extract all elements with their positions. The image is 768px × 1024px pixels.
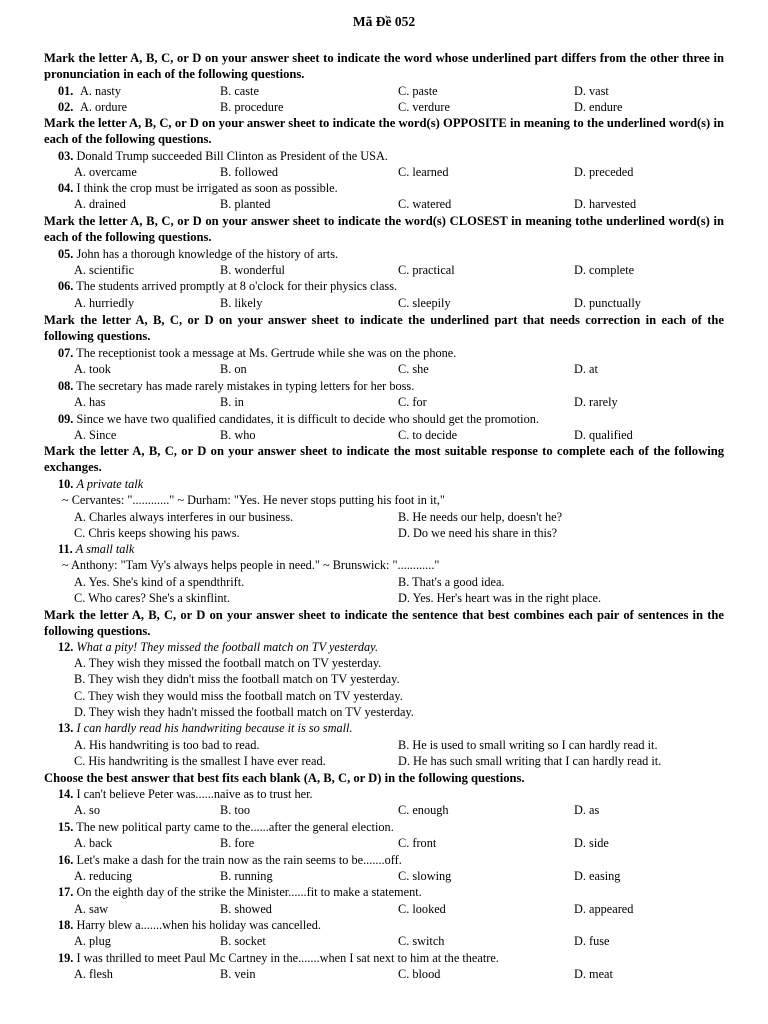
q04-option-d[interactable]: D. harvested xyxy=(574,197,637,211)
q09-number: 09. xyxy=(58,412,74,426)
q08-option-c[interactable]: C. for xyxy=(398,395,427,409)
q09-stem xyxy=(58,411,539,427)
section-4-instruction: Mark the letter A, B, C, or D on your answer sheet to indicate the underlined part that needs correction in each of the following questions. xyxy=(44,313,724,343)
q07-option-d[interactable]: D. at xyxy=(574,362,598,376)
q17-stem xyxy=(58,884,422,900)
q18-option-c[interactable]: C. switch xyxy=(398,934,445,948)
q14-text: I can't believe Peter was......naive as to trust her. xyxy=(76,787,313,801)
q15-options xyxy=(74,835,734,851)
q19-stem xyxy=(58,950,499,966)
q04-option-b[interactable]: B. planted xyxy=(220,197,271,211)
q07-option-a[interactable]: A. took xyxy=(74,362,111,376)
q06-stem xyxy=(58,278,397,294)
q06-option-a[interactable]: A. hurriedly xyxy=(74,296,135,310)
q09-option-c[interactable]: C. to decide xyxy=(398,428,458,442)
q19-number: 19. xyxy=(58,951,74,965)
q06-option-c[interactable]: C. sleepily xyxy=(398,296,451,310)
q15-stem xyxy=(58,819,394,835)
q05-options xyxy=(74,262,734,278)
exam-code-title: Mã Đề 052 xyxy=(352,14,416,29)
section-6-instruction: Mark the letter A, B, C, or D on your answer sheet to indicate the sentence that best combines each pair of sentences in the following questions. xyxy=(44,608,724,638)
q11-option-c[interactable]: C. Who cares? She's a skinflint. xyxy=(74,591,231,605)
q09-option-b[interactable]: B. who xyxy=(220,428,256,442)
q05-option-a[interactable]: A. scientific xyxy=(74,263,135,277)
q11-options-row2 xyxy=(74,590,734,606)
q11-number: 11. xyxy=(58,542,73,556)
q16-text: Let's make a dash for the train now as the rain seems to be.......off. xyxy=(76,853,402,867)
q17-option-c[interactable]: C. looked xyxy=(398,902,446,916)
q16-option-b[interactable]: B. running xyxy=(220,869,273,883)
q17-option-b[interactable]: B. showed xyxy=(220,902,272,916)
q18-option-a[interactable]: A. plug xyxy=(74,934,111,948)
q06-text: The students arrived promptly at 8 o'clock for their physics class. xyxy=(76,279,398,293)
q10-option-b[interactable]: B. He needs our help, doesn't he? xyxy=(398,510,563,524)
q12-option-c[interactable]: C. They wish they would miss the football match on TV yesterday. xyxy=(74,689,403,703)
q17-number: 17. xyxy=(58,885,74,899)
q16-number: 16. xyxy=(58,853,74,867)
q01-option-d[interactable]: D. vast xyxy=(574,84,609,98)
q10-dialogue: ~ Cervantes: "............" ~ Durham: "Yes. He never stops putting his foot in it," xyxy=(62,493,445,507)
q15-option-d[interactable]: D. side xyxy=(574,836,609,850)
q04-options xyxy=(74,196,734,212)
q10-title: A private talk xyxy=(76,477,144,491)
q07-text: The receptionist took a message at Ms. Gertrude while she was on the phone. xyxy=(76,346,457,360)
q01-options xyxy=(58,83,718,99)
q02-option-c[interactable]: C. verdure xyxy=(398,100,450,114)
q03-option-c[interactable]: C. learned xyxy=(398,165,449,179)
q05-option-c[interactable]: C. practical xyxy=(398,263,455,277)
q14-option-d[interactable]: D. as xyxy=(574,803,600,817)
q01-number: 01. xyxy=(58,84,74,98)
q14-options xyxy=(74,802,734,818)
q06-number: 06. xyxy=(58,279,74,293)
q16-stem xyxy=(58,852,402,868)
q13-option-b[interactable]: B. He is used to small writing so I can hardly read it. xyxy=(398,738,658,752)
q18-number: 18. xyxy=(58,918,74,932)
q19-option-a[interactable]: A. flesh xyxy=(74,967,113,981)
q03-text: Donald Trump succeeded Bill Clinton as President of the USA. xyxy=(76,149,388,163)
q04-option-c[interactable]: C. watered xyxy=(398,197,452,211)
q10-options-row2 xyxy=(74,525,734,541)
q12-option-b[interactable]: B. They wish they didn't miss the football match on TV yesterday. xyxy=(74,672,400,686)
q14-stem xyxy=(58,786,313,802)
q13-number: 13. xyxy=(58,721,74,735)
q05-number: 05. xyxy=(58,247,74,261)
q03-options xyxy=(74,164,734,180)
q11-stem xyxy=(58,541,134,557)
q15-option-a[interactable]: A. back xyxy=(74,836,113,850)
q13-stem xyxy=(58,720,353,736)
q11-options-row1 xyxy=(74,574,734,590)
q14-number: 14. xyxy=(58,787,74,801)
section-7-instruction: Choose the best answer that best fits each blank (A, B, C, or D) in the following questions. xyxy=(44,771,525,785)
q10-number: 10. xyxy=(58,477,74,491)
q10-option-c[interactable]: C. Chris keeps showing his paws. xyxy=(74,526,240,540)
q13-options-row1 xyxy=(74,737,734,753)
q11-title: A small talk xyxy=(75,542,135,556)
q13-options-row2 xyxy=(74,753,734,769)
q03-option-b[interactable]: B. followed xyxy=(220,165,279,179)
q14-option-c[interactable]: C. enough xyxy=(398,803,449,817)
q02-option-d[interactable]: D. endure xyxy=(574,100,623,114)
q08-stem xyxy=(58,378,414,394)
q14-option-a[interactable]: A. so xyxy=(74,803,100,817)
q01-option-b[interactable]: B. caste xyxy=(220,84,259,98)
q13-option-d[interactable]: D. He has such small writing that I can hardly read it. xyxy=(398,754,662,768)
q06-options xyxy=(74,295,734,311)
section-2-instruction: Mark the letter A, B, C, or D on your answer sheet to indicate the word(s) OPPOSITE in meaning to the underlined word(s) in each of the following questions. xyxy=(44,116,724,146)
section-1-instruction: Mark the letter A, B, C, or D on your answer sheet to indicate the word whose underlined part differs from the other three in pronunciation in each of the following questions. xyxy=(44,51,724,81)
q05-option-d[interactable]: D. complete xyxy=(574,263,635,277)
q08-options xyxy=(74,394,734,410)
q11-option-b[interactable]: B. That's a good idea. xyxy=(398,575,505,589)
q07-stem xyxy=(58,345,456,361)
q16-options xyxy=(74,868,734,884)
q07-option-c[interactable]: C. she xyxy=(398,362,429,376)
q12-option-a[interactable]: A. They wish they missed the football match on TV yesterday. xyxy=(74,656,382,670)
q08-text: The secretary has made rarely mistakes in typing letters for her boss. xyxy=(76,379,415,393)
q04-option-a[interactable]: A. drained xyxy=(74,197,126,211)
q06-option-b[interactable]: B. likely xyxy=(220,296,263,310)
q04-number: 04. xyxy=(58,181,74,195)
q05-stem xyxy=(58,246,338,262)
q04-stem xyxy=(58,180,338,196)
q12-text: What a pity! They missed the football match on TV yesterday. xyxy=(76,640,379,654)
q09-text: Since we have two qualified candidates, it is difficult to decide who should get the promotion. xyxy=(76,412,539,426)
q03-number: 03. xyxy=(58,149,74,163)
q12-option-d[interactable]: D. They wish they hadn't missed the football match on TV yesterday. xyxy=(74,705,414,719)
q18-stem xyxy=(58,917,321,933)
q09-option-a[interactable]: A. Since xyxy=(74,428,117,442)
q04-text: I think the crop must be irrigated as soon as possible. xyxy=(76,181,338,195)
q02-option-a[interactable]: A. ordure xyxy=(80,100,128,114)
q18-option-d[interactable]: D. fuse xyxy=(574,934,610,948)
q03-option-a[interactable]: A. overcame xyxy=(74,165,137,179)
q15-option-c[interactable]: C. front xyxy=(398,836,437,850)
q16-option-a[interactable]: A. reducing xyxy=(74,869,133,883)
q08-option-d[interactable]: D. rarely xyxy=(574,395,618,409)
section-3-instruction: Mark the letter A, B, C, or D on your answer sheet to indicate the word(s) CLOSEST in meaning tothe underlined word(s) in each of the following questions. xyxy=(44,214,724,244)
section-5-instruction: Mark the letter A, B, C, or D on your answer sheet to indicate the most suitable response to complete each of the following exchanges. xyxy=(44,444,724,474)
q12-stem xyxy=(58,639,378,655)
q06-option-d[interactable]: D. punctually xyxy=(574,296,641,310)
q11-dialogue: ~ Anthony: "Tam Vy's always helps people in need." ~ Brunswick: "............" xyxy=(62,558,440,572)
q11-option-a[interactable]: A. Yes. She's kind of a spendthrift. xyxy=(74,575,245,589)
q11-option-d[interactable]: D. Yes. Her's heart was in the right place. xyxy=(398,591,602,605)
q05-option-b[interactable]: B. wonderful xyxy=(220,263,285,277)
q16-option-c[interactable]: C. slowing xyxy=(398,869,452,883)
q17-text: On the eighth day of the strike the Minister......fit to make a statement. xyxy=(76,885,422,899)
q13-option-a[interactable]: A. His handwriting is too bad to read. xyxy=(74,738,260,752)
q13-text: I can hardly read his handwriting because it is so small. xyxy=(76,721,353,735)
q15-number: 15. xyxy=(58,820,74,834)
q12-number: 12. xyxy=(58,640,74,654)
q14-option-b[interactable]: B. too xyxy=(220,803,251,817)
q09-option-d[interactable]: D. qualified xyxy=(574,428,633,442)
q07-option-b[interactable]: B. on xyxy=(220,362,247,376)
q03-stem xyxy=(58,148,388,164)
q10-option-a[interactable]: A. Charles always interferes in our business. xyxy=(74,510,294,524)
q08-option-a[interactable]: A. has xyxy=(74,395,106,409)
q15-text: The new political party came to the......after the general election. xyxy=(76,820,394,834)
q19-text: I was thrilled to meet Paul Mc Cartney in the.......when I sat next to him at the theatre. xyxy=(76,951,499,965)
q02-option-b[interactable]: B. procedure xyxy=(220,100,284,114)
q15-option-b[interactable]: B. fore xyxy=(220,836,255,850)
q07-number: 07. xyxy=(58,346,74,360)
q09-options xyxy=(74,427,734,443)
q18-text: Harry blew a.......when his holiday was cancelled. xyxy=(76,918,321,932)
q18-options xyxy=(74,933,734,949)
q17-option-d[interactable]: D. appeared xyxy=(574,902,634,916)
q19-option-d[interactable]: D. meat xyxy=(574,967,613,981)
q19-option-b[interactable]: B. vein xyxy=(220,967,256,981)
q17-option-a[interactable]: A. saw xyxy=(74,902,109,916)
q18-option-b[interactable]: B. socket xyxy=(220,934,266,948)
q08-number: 08. xyxy=(58,379,74,393)
q13-option-c[interactable]: C. His handwriting is the smallest I have ever read. xyxy=(74,754,326,768)
q16-option-d[interactable]: D. easing xyxy=(574,869,621,883)
q01-option-c[interactable]: C. paste xyxy=(398,84,438,98)
q02-number: 02. xyxy=(58,100,74,114)
q19-options xyxy=(74,966,734,982)
q10-option-d[interactable]: D. Do we need his share in this? xyxy=(398,526,558,540)
q02-options xyxy=(58,99,718,115)
q07-options xyxy=(74,361,734,377)
q03-option-d[interactable]: D. preceded xyxy=(574,165,634,179)
q08-option-b[interactable]: B. in xyxy=(220,395,244,409)
q19-option-c[interactable]: C. blood xyxy=(398,967,441,981)
q10-stem xyxy=(58,476,143,492)
q05-text: John has a thorough knowledge of the history of arts. xyxy=(76,247,339,261)
q10-options-row1 xyxy=(74,509,734,525)
q17-options xyxy=(74,901,734,917)
q01-option-a[interactable]: A. nasty xyxy=(80,84,121,98)
